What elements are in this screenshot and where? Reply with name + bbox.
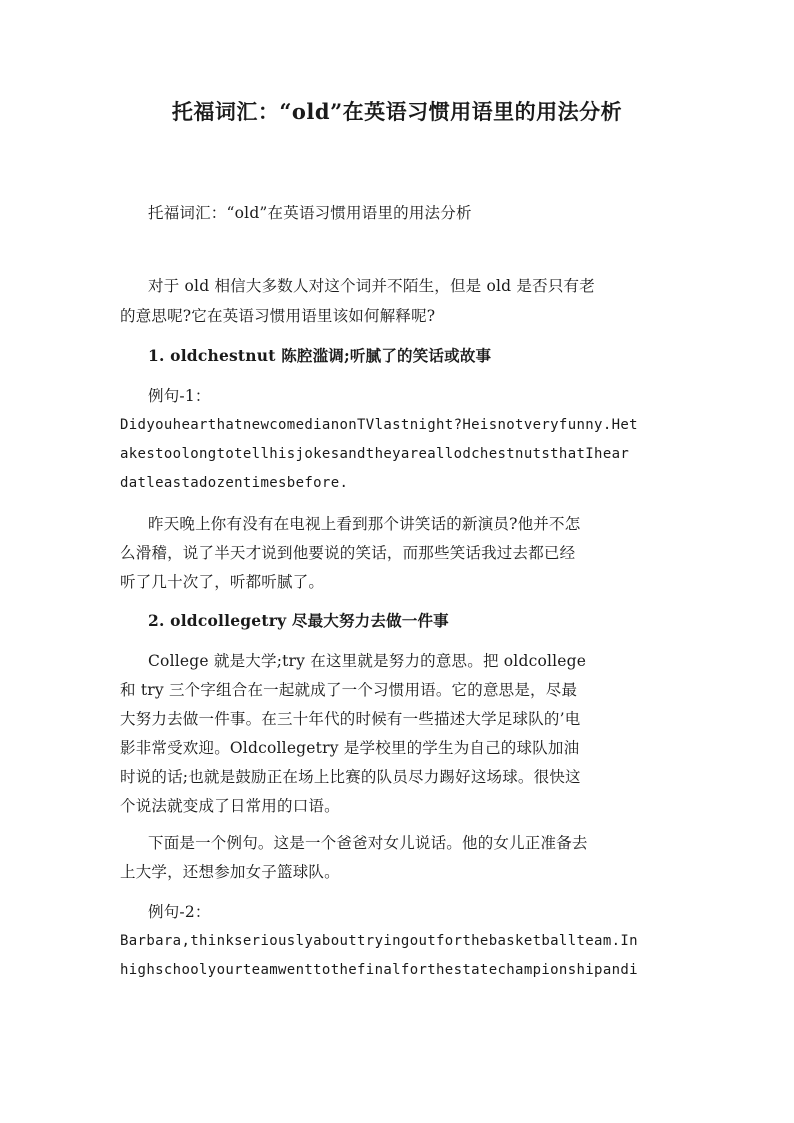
explanation2-line: 和 try 三个字组合在一起就成了一个习惯用语。它的意思是，尽最 [120, 681, 578, 699]
example2-line: highschoolyourteamwenttothefinalforthestatechampionshipandi [120, 962, 638, 978]
example2-label: 例句-2： [148, 903, 211, 921]
translation1-line: 昨天晚上你有没有在电视上看到那个讲笑话的新演员?他并不怎 [148, 515, 581, 533]
explanation2-line: 影非常受欢迎。Oldcollegetry 是学校里的学生为自己的球队加油 [120, 739, 580, 757]
explanation2-line: 时说的话;也就是鼓励正在场上比赛的队员尽力踢好这场球。很快这 [120, 768, 581, 786]
explanation2-line: College 就是大学;try 在这里就是努力的意思。把 oldcollege [148, 652, 587, 670]
translation1-line: 么滑稽，说了半天才说到他要说的笑话，而那些笑话我过去都已经 [120, 544, 576, 562]
document-subtitle: 托福词汇：“old”在英语习惯用语里的用法分析 [148, 204, 472, 222]
example1-line: datleastadozentimesbefore. [120, 475, 349, 491]
example1-line: DidyouhearthatnewcomedianonTVlastnight?Heisnotveryfunny.Het [120, 417, 638, 433]
example2-intro-line: 下面是一个例句。这是一个爸爸对女儿说话。他的女儿正准备去 [148, 834, 588, 852]
example2-intro-line: 上大学，还想参加女子篮球队。 [120, 863, 340, 881]
intro-line: 的意思呢?它在英语习惯用语里该如何解释呢? [120, 307, 436, 325]
intro-line: 对于 old 相信大多数人对这个词并不陌生，但是 old 是否只有老 [148, 277, 595, 295]
document-title: 托福词汇：“old”在英语习惯用语里的用法分析 [171, 99, 623, 124]
section2-heading: 2. oldcollegetry 尽最大努力去做一件事 [148, 611, 449, 630]
explanation2-line: 大努力去做一件事。在三十年代的时候有一些描述大学足球队的’电 [120, 710, 581, 728]
section1-heading: 1. oldchestnut 陈腔滥调;听腻了的笑话或故事 [148, 346, 492, 365]
example1-line: akestoolongtotellhisjokesandtheyareallodchestnutsthatIhear [120, 446, 630, 462]
example2-line: Barbara,thinkseriouslyabouttryingoutforthebasketballteam.In [120, 933, 638, 949]
explanation2-line: 个说法就变成了日常用的口语。 [120, 797, 340, 815]
translation1-line: 听了几十次了，听都听腻了。 [120, 573, 325, 591]
example1-label: 例句-1： [148, 387, 211, 405]
